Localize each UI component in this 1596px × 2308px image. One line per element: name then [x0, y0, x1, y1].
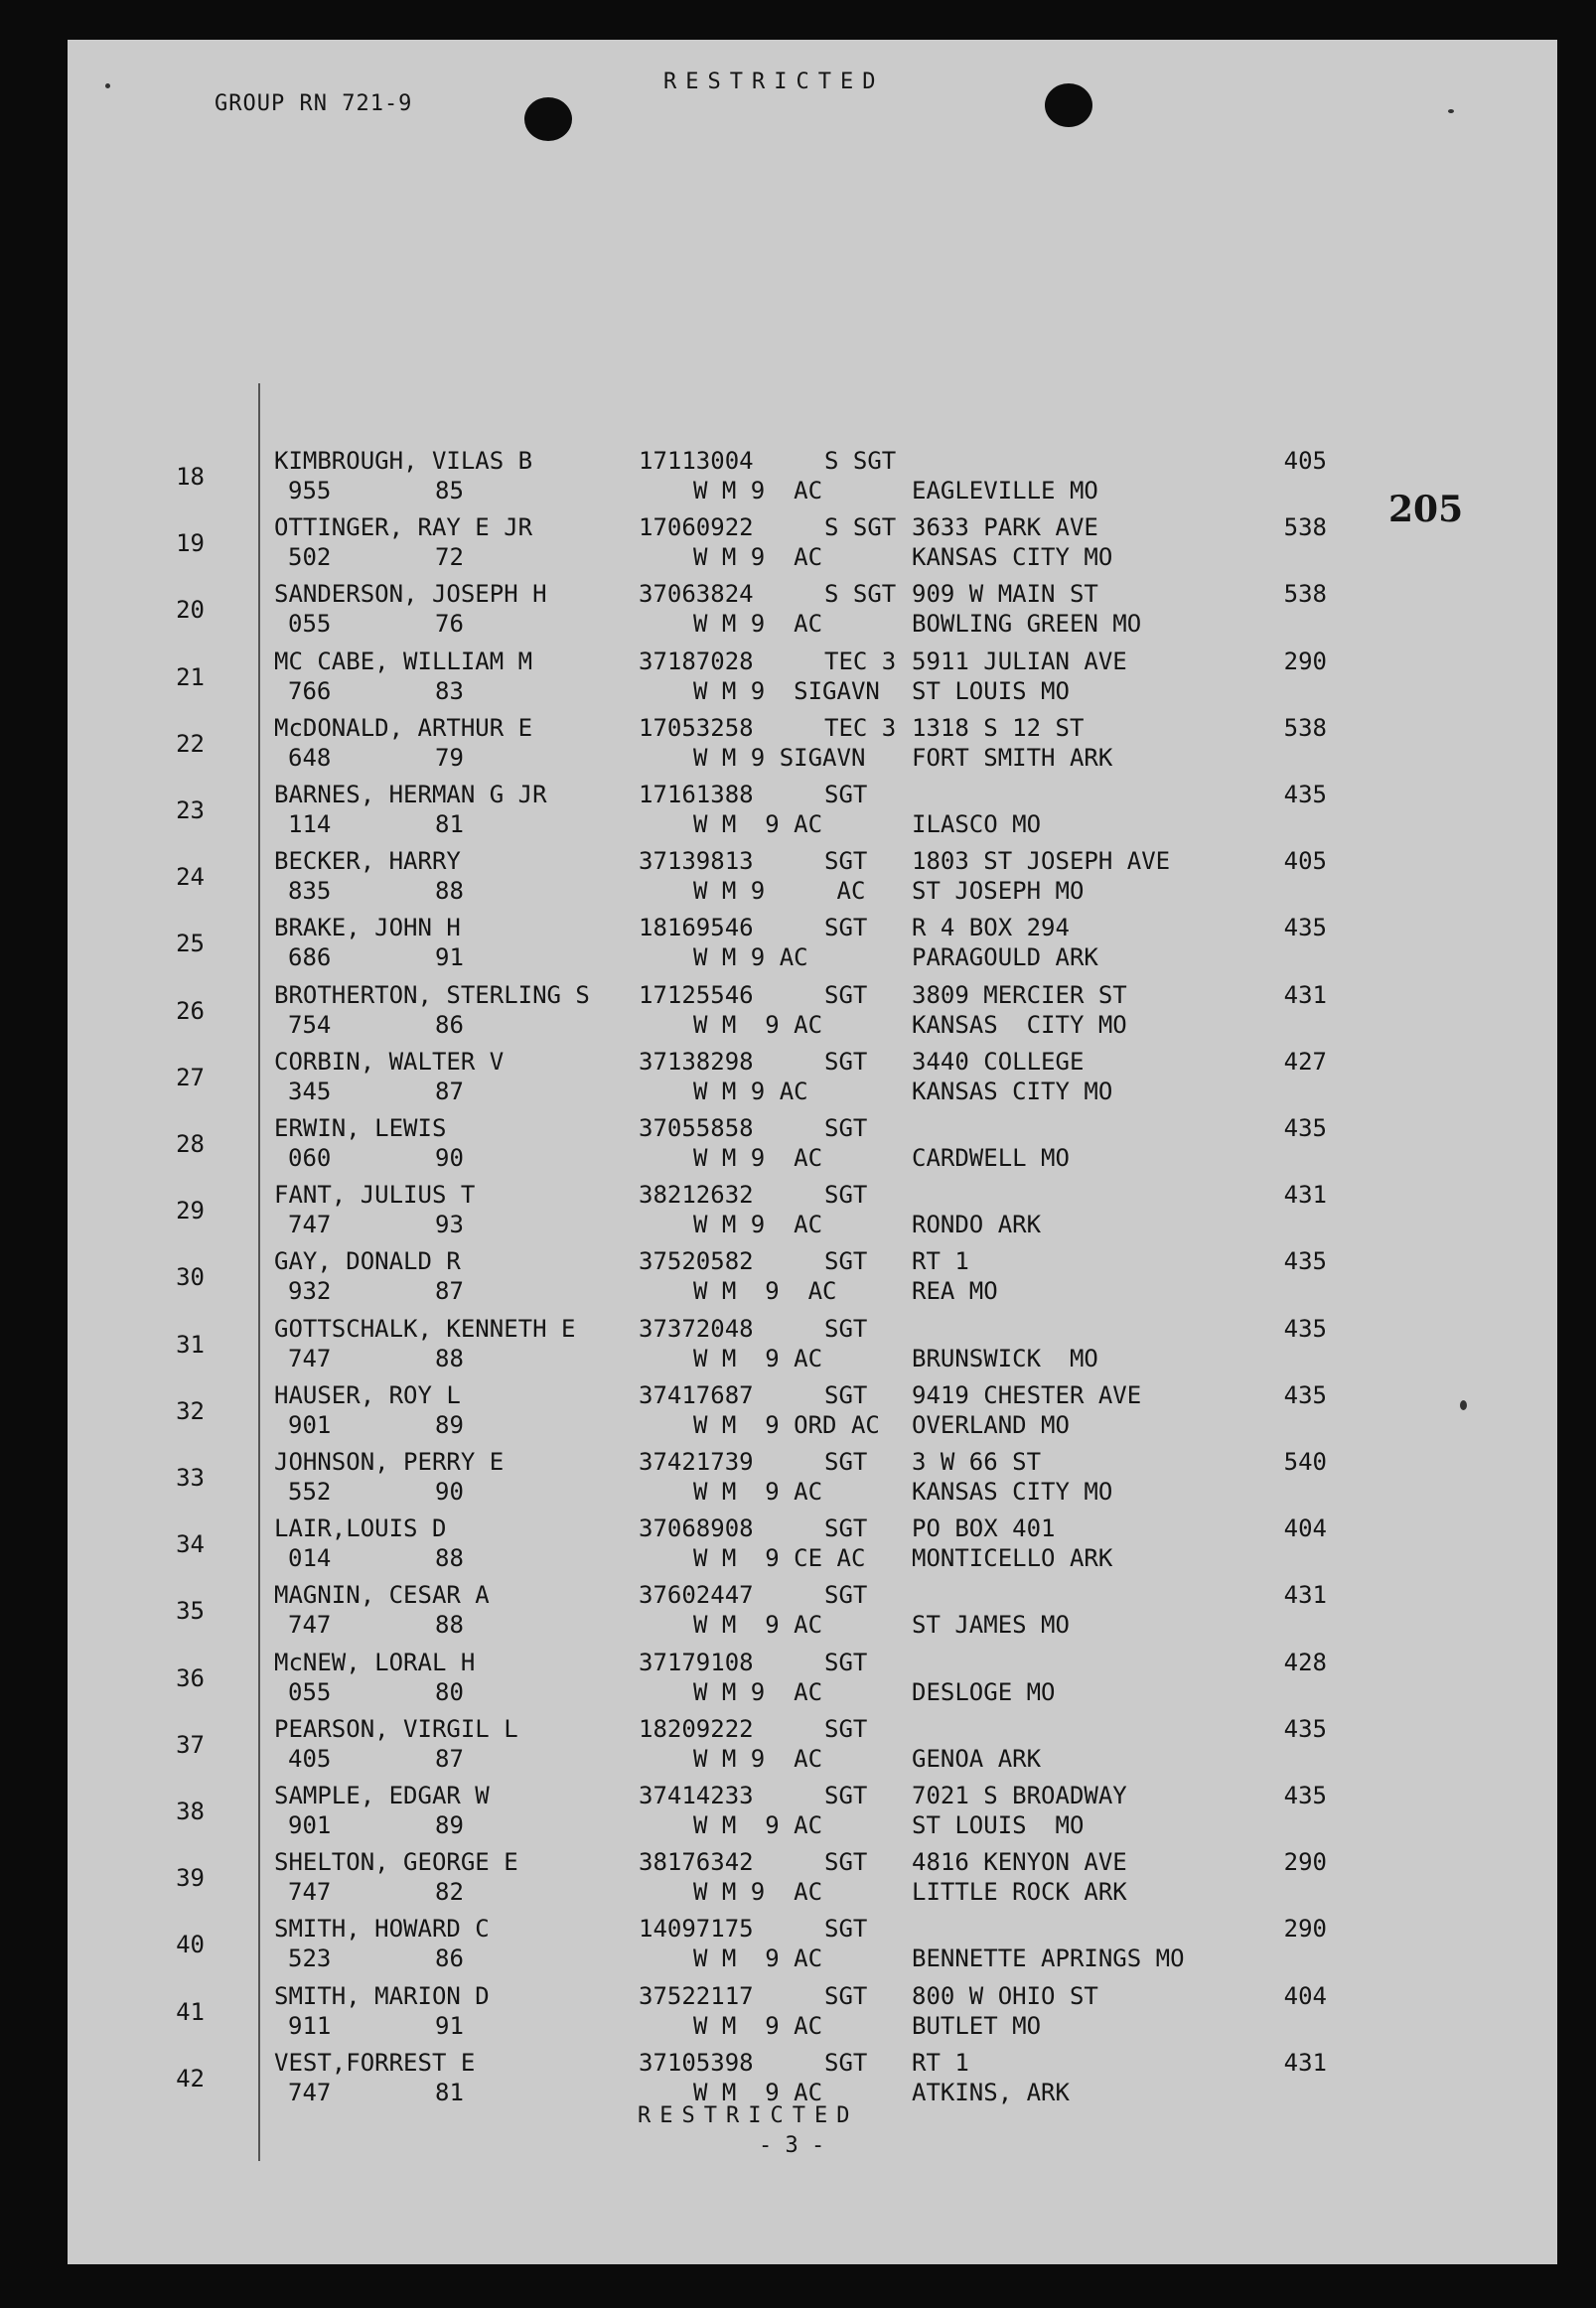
rank: SGT — [824, 847, 868, 876]
unit-code: W M 9 SIGAVN — [693, 743, 866, 772]
soldier-name: HAUSER, ROY L — [274, 1380, 461, 1409]
address-line-2: CARDWELL MO — [912, 1144, 1070, 1172]
address-line-1: 1803 ST JOSEPH AVE — [912, 847, 1171, 876]
rank: SGT — [824, 1782, 868, 1809]
ink-speck — [105, 83, 110, 88]
occupation-code: 502 — [288, 543, 332, 572]
unit-code: W M 9 AC — [693, 610, 823, 639]
year-code: 86 — [435, 1945, 464, 1973]
row-number: 23 — [176, 796, 205, 824]
row-number: 42 — [176, 2064, 205, 2092]
unit-code: W M 9 AC — [693, 877, 866, 906]
code-value: 435 — [1283, 914, 1327, 942]
code-value: 435 — [1283, 1314, 1327, 1343]
row-number: 34 — [176, 1530, 205, 1559]
code-value: 431 — [1283, 2048, 1327, 2077]
roster-entry — [68, 1448, 1557, 1514]
row-number: 27 — [176, 1063, 205, 1091]
roster-entry — [68, 981, 1557, 1047]
document-page — [68, 40, 1557, 2264]
serial-number: 37414233 — [639, 1782, 754, 1809]
soldier-name: FANT, JULIUS T — [274, 1181, 476, 1210]
address-line-2: BENNETTE APRINGS MO — [912, 1945, 1185, 1973]
row-number: 29 — [176, 1197, 205, 1226]
unit-code: W M 9 AC — [693, 1677, 823, 1706]
soldier-name: McNEW, LORAL H — [274, 1648, 476, 1676]
row-number: 38 — [176, 1798, 205, 1825]
occupation-code: 754 — [288, 1010, 332, 1039]
year-code: 88 — [435, 1344, 464, 1372]
row-number: 40 — [176, 1931, 205, 1959]
occupation-code: 911 — [288, 2011, 332, 2040]
soldier-name: BECKER, HARRY — [274, 847, 461, 876]
soldier-name: SANDERSON, JOSEPH H — [274, 580, 547, 609]
occupation-code: 901 — [288, 1811, 332, 1839]
code-value: 538 — [1283, 713, 1327, 742]
code-value: 404 — [1283, 1515, 1327, 1543]
occupation-code: 014 — [288, 1544, 332, 1573]
year-code: 90 — [435, 1478, 464, 1506]
year-code: 88 — [435, 1611, 464, 1640]
occupation-code: 345 — [288, 1077, 332, 1105]
year-code: 89 — [435, 1410, 464, 1439]
unit-code: W M 9 AC — [693, 943, 808, 972]
row-number: 24 — [176, 863, 205, 892]
address-line-2: GENOA ARK — [912, 1744, 1042, 1773]
rank: SGT — [824, 1648, 868, 1676]
occupation-code: 055 — [288, 1677, 332, 1706]
soldier-name: MC CABE, WILLIAM M — [274, 647, 533, 675]
soldier-name: McDONALD, ARTHUR E — [274, 713, 533, 742]
serial-number: 18209222 — [639, 1714, 754, 1743]
address-line-2: OVERLAND MO — [912, 1410, 1070, 1439]
occupation-code: 523 — [288, 1945, 332, 1973]
soldier-name: ERWIN, LEWIS — [274, 1114, 447, 1142]
address-line-2: BRUNSWICK MO — [912, 1344, 1098, 1372]
rank: S SGT — [824, 513, 897, 542]
roster-entry — [68, 580, 1557, 646]
address-line-2: KANSAS CITY MO — [912, 1077, 1113, 1105]
year-code: 80 — [435, 1677, 464, 1706]
rank: S SGT — [824, 447, 897, 475]
rank: SGT — [824, 1981, 868, 2010]
row-number: 41 — [176, 1997, 205, 2026]
unit-code: W M 9 AC — [693, 1277, 837, 1306]
roster-entry — [68, 1982, 1557, 2048]
unit-code: W M 9 AC — [693, 1144, 823, 1172]
serial-number: 37372048 — [639, 1314, 754, 1343]
serial-number: 37602447 — [639, 1581, 754, 1610]
occupation-code: 747 — [288, 1344, 332, 1372]
soldier-name: KIMBROUGH, VILAS B — [274, 447, 533, 475]
serial-number: 37139813 — [639, 847, 754, 876]
serial-number: 37105398 — [639, 2048, 754, 2077]
row-number: 28 — [176, 1130, 205, 1158]
ink-speck — [1448, 109, 1454, 113]
address-line-1: 4816 KENYON AVE — [912, 1848, 1127, 1877]
address-line-1: 3809 MERCIER ST — [912, 980, 1127, 1009]
soldier-name: SHELTON, GEORGE E — [274, 1848, 518, 1877]
rank: S SGT — [824, 580, 897, 609]
occupation-code: 766 — [288, 676, 332, 705]
serial-number: 37421739 — [639, 1448, 754, 1476]
code-value: 538 — [1283, 580, 1327, 609]
unit-code: W M 9 SIGAVN — [693, 676, 880, 705]
unit-code: W M 9 AC — [693, 1010, 823, 1039]
roster-entry — [68, 914, 1557, 979]
year-code: 88 — [435, 877, 464, 906]
year-code: 79 — [435, 743, 464, 772]
roster-entry — [68, 1247, 1557, 1313]
soldier-name: OTTINGER, RAY E JR — [274, 513, 533, 542]
code-value: 540 — [1283, 1448, 1327, 1476]
address-line-1: 1318 S 12 ST — [912, 713, 1085, 742]
serial-number: 37520582 — [639, 1247, 754, 1276]
rank: SGT — [824, 1581, 868, 1610]
row-number: 31 — [176, 1330, 205, 1359]
soldier-name: GAY, DONALD R — [274, 1247, 461, 1276]
address-line-1: R 4 BOX 294 — [912, 914, 1070, 942]
roster-entry — [68, 648, 1557, 713]
address-line-2: DESLOGE MO — [912, 1677, 1056, 1706]
occupation-code: 648 — [288, 743, 332, 772]
code-value: 405 — [1283, 847, 1327, 876]
code-value: 435 — [1283, 1247, 1327, 1276]
soldier-name: MAGNIN, CESAR A — [274, 1581, 490, 1610]
row-number: 26 — [176, 996, 205, 1025]
row-number: 35 — [176, 1597, 205, 1626]
serial-number: 37522117 — [639, 1981, 754, 2010]
rank: SGT — [824, 1714, 868, 1743]
unit-code: W M 9 AC — [693, 1478, 823, 1506]
roster-entry — [68, 1515, 1557, 1580]
occupation-code: 932 — [288, 1277, 332, 1306]
rank: SGT — [824, 1380, 868, 1409]
address-line-2: MONTICELLO ARK — [912, 1544, 1113, 1573]
roster-entry — [68, 1848, 1557, 1914]
row-number: 20 — [176, 596, 205, 625]
roster-entry — [68, 1181, 1557, 1246]
code-value: 431 — [1283, 1181, 1327, 1210]
year-code: 83 — [435, 676, 464, 705]
page-number: - 3 - — [759, 2133, 825, 2158]
occupation-code: 747 — [288, 1611, 332, 1640]
serial-number: 17060922 — [639, 513, 754, 542]
code-value: 431 — [1283, 980, 1327, 1009]
code-value: 435 — [1283, 1380, 1327, 1409]
address-line-2: ST LOUIS MO — [912, 1811, 1085, 1839]
year-code: 87 — [435, 1077, 464, 1105]
row-number: 25 — [176, 930, 205, 958]
rank: SGT — [824, 1448, 868, 1476]
serial-number: 37055858 — [639, 1114, 754, 1142]
serial-number: 18169546 — [639, 914, 754, 942]
serial-number: 17053258 — [639, 713, 754, 742]
serial-number: 17113004 — [639, 447, 754, 475]
address-line-1: 909 W MAIN ST — [912, 580, 1098, 609]
ink-speck — [1460, 1400, 1467, 1410]
roster-entry — [68, 1915, 1557, 1980]
address-line-2: KANSAS CITY MO — [912, 1010, 1127, 1039]
address-line-2: KANSAS CITY MO — [912, 543, 1113, 572]
soldier-name: GOTTSCHALK, KENNETH E — [274, 1314, 576, 1343]
address-line-2: EAGLEVILLE MO — [912, 477, 1098, 505]
code-value: 290 — [1283, 1915, 1327, 1944]
rank: SGT — [824, 914, 868, 942]
rank: TEC 3 — [824, 713, 897, 742]
roster-entry — [68, 513, 1557, 579]
soldier-name: VEST,FORREST E — [274, 2048, 476, 2077]
roster-entry — [68, 447, 1557, 512]
soldier-name: CORBIN, WALTER V — [274, 1047, 505, 1076]
year-code: 86 — [435, 1010, 464, 1039]
serial-number: 37179108 — [639, 1648, 754, 1676]
margin-stamp: 205 — [1388, 489, 1464, 530]
soldier-name: LAIR,LOUIS D — [274, 1515, 447, 1543]
code-value: 290 — [1283, 1848, 1327, 1877]
soldier-name: BARNES, HERMAN G JR — [274, 781, 547, 808]
unit-code: W M 9 AC — [693, 1211, 823, 1239]
code-value: 428 — [1283, 1648, 1327, 1676]
serial-number: 38176342 — [639, 1848, 754, 1877]
code-value: 427 — [1283, 1047, 1327, 1076]
year-code: 87 — [435, 1277, 464, 1306]
roster-entry — [68, 1381, 1557, 1447]
code-value: 435 — [1283, 1714, 1327, 1743]
address-line-2: ST JOSEPH MO — [912, 877, 1085, 906]
soldier-name: BROTHERTON, STERLING S — [274, 980, 590, 1009]
rank: SGT — [824, 1114, 868, 1142]
serial-number: 17161388 — [639, 781, 754, 808]
rank: SGT — [824, 1915, 868, 1944]
row-number: 18 — [176, 463, 205, 491]
occupation-code: 747 — [288, 1211, 332, 1239]
row-number: 30 — [176, 1263, 205, 1292]
row-number: 21 — [176, 662, 205, 691]
address-line-2: KANSAS CITY MO — [912, 1478, 1113, 1506]
year-code: 90 — [435, 1144, 464, 1172]
rank: SGT — [824, 1181, 868, 1210]
occupation-code: 552 — [288, 1478, 332, 1506]
unit-code: W M 9 AC — [693, 1344, 823, 1372]
year-code: 91 — [435, 943, 464, 972]
serial-number: 37138298 — [639, 1047, 754, 1076]
unit-code: W M 9 AC — [693, 1077, 808, 1105]
rank: SGT — [824, 1047, 868, 1076]
code-value: 290 — [1283, 647, 1327, 675]
address-line-2: ILASCO MO — [912, 810, 1042, 838]
rank: SGT — [824, 1314, 868, 1343]
unit-code: W M 9 AC — [693, 810, 823, 838]
year-code: 85 — [435, 477, 464, 505]
address-line-2: LITTLE ROCK ARK — [912, 1878, 1127, 1907]
serial-number: 37187028 — [639, 647, 754, 675]
unit-code: W M 9 AC — [693, 543, 823, 572]
code-value: 431 — [1283, 1581, 1327, 1610]
rank: SGT — [824, 980, 868, 1009]
address-line-2: ST LOUIS MO — [912, 676, 1070, 705]
serial-number: 17125546 — [639, 980, 754, 1009]
address-line-2: RONDO ARK — [912, 1211, 1042, 1239]
year-code: 87 — [435, 1744, 464, 1773]
soldier-name: JOHNSON, PERRY E — [274, 1448, 505, 1476]
soldier-name: PEARSON, VIRGIL L — [274, 1714, 518, 1743]
soldier-name: SAMPLE, EDGAR W — [274, 1782, 490, 1809]
rank: SGT — [824, 1247, 868, 1276]
serial-number: 14097175 — [639, 1915, 754, 1944]
row-number: 36 — [176, 1663, 205, 1692]
occupation-code: 955 — [288, 477, 332, 505]
year-code: 89 — [435, 1811, 464, 1839]
occupation-code: 686 — [288, 943, 332, 972]
address-line-2: BUTLET MO — [912, 2011, 1042, 2040]
row-number: 37 — [176, 1730, 205, 1759]
roster-entry — [68, 781, 1557, 846]
address-line-1: 7021 S BROADWAY — [912, 1782, 1127, 1809]
serial-number: 37417687 — [639, 1380, 754, 1409]
punch-hole-left — [524, 97, 572, 141]
code-value: 435 — [1283, 781, 1327, 808]
unit-code: W M 9 AC — [693, 1878, 823, 1907]
code-value: 435 — [1283, 1114, 1327, 1142]
address-line-1: 3633 PARK AVE — [912, 513, 1098, 542]
soldier-name: BRAKE, JOHN H — [274, 914, 461, 942]
group-label: GROUP RN 721-9 — [215, 91, 413, 116]
occupation-code: 901 — [288, 1410, 332, 1439]
year-code: 91 — [435, 2011, 464, 2040]
unit-code: W M 9 ORD AC — [693, 1410, 880, 1439]
serial-number: 38212632 — [639, 1181, 754, 1210]
occupation-code: 747 — [288, 2078, 332, 2106]
year-code: 81 — [435, 810, 464, 838]
roster-entry — [68, 847, 1557, 913]
soldier-name: SMITH, MARION D — [274, 1981, 490, 2010]
year-code: 76 — [435, 610, 464, 639]
occupation-code: 060 — [288, 1144, 332, 1172]
occupation-code: 405 — [288, 1744, 332, 1773]
restricted-header: RESTRICTED — [663, 70, 885, 94]
rank: SGT — [824, 1515, 868, 1543]
address-line-1: RT 1 — [912, 1247, 969, 1276]
address-line-1: 3 W 66 ST — [912, 1448, 1042, 1476]
unit-code: W M 9 AC — [693, 2011, 823, 2040]
address-line-1: 5911 JULIAN AVE — [912, 647, 1127, 675]
unit-code: W M 9 AC — [693, 1744, 823, 1773]
unit-code: W M 9 CE AC — [693, 1544, 866, 1573]
roster-entry — [68, 1715, 1557, 1781]
code-value: 405 — [1283, 447, 1327, 475]
soldier-name: SMITH, HOWARD C — [274, 1915, 490, 1944]
unit-code: W M 9 AC — [693, 1611, 823, 1640]
occupation-code: 114 — [288, 810, 332, 838]
roster-entry — [68, 1048, 1557, 1113]
address-line-2: BOWLING GREEN MO — [912, 610, 1142, 639]
address-line-2: ATKINS, ARK — [912, 2078, 1070, 2106]
address-line-1: 800 W OHIO ST — [912, 1981, 1098, 2010]
roster-entry — [68, 1649, 1557, 1714]
row-number: 19 — [176, 529, 205, 558]
unit-code: W M 9 AC — [693, 1811, 823, 1839]
occupation-code: 055 — [288, 610, 332, 639]
address-line-2: REA MO — [912, 1277, 998, 1306]
punch-hole-right — [1045, 83, 1092, 127]
rank: SGT — [824, 2048, 868, 2077]
year-code: 93 — [435, 1211, 464, 1239]
address-line-1: RT 1 — [912, 2048, 969, 2077]
occupation-code: 747 — [288, 1878, 332, 1907]
unit-code: W M 9 AC — [693, 2078, 823, 2106]
serial-number: 37063824 — [639, 580, 754, 609]
rank: SGT — [824, 1848, 868, 1877]
year-code: 72 — [435, 543, 464, 572]
address-line-2: ST JAMES MO — [912, 1611, 1070, 1640]
roster-entry — [68, 1315, 1557, 1380]
address-line-2: PARAGOULD ARK — [912, 943, 1098, 972]
code-value: 435 — [1283, 1782, 1327, 1809]
rank: TEC 3 — [824, 647, 897, 675]
occupation-code: 835 — [288, 877, 332, 906]
address-line-2: FORT SMITH ARK — [912, 743, 1113, 772]
code-value: 538 — [1283, 513, 1327, 542]
restricted-footer: RESTRICTED — [638, 2103, 859, 2128]
year-code: 88 — [435, 1544, 464, 1573]
address-line-1: 9419 CHESTER AVE — [912, 1380, 1142, 1409]
address-line-1: PO BOX 401 — [912, 1515, 1056, 1543]
serial-number: 37068908 — [639, 1515, 754, 1543]
roster-entry — [68, 1114, 1557, 1180]
roster-entry — [68, 1581, 1557, 1647]
row-number: 33 — [176, 1464, 205, 1492]
roster-entry — [68, 1782, 1557, 1847]
row-number: 32 — [176, 1396, 205, 1425]
row-number: 39 — [176, 1864, 205, 1893]
year-code: 82 — [435, 1878, 464, 1907]
address-line-1: 3440 COLLEGE — [912, 1047, 1085, 1076]
rank: SGT — [824, 781, 868, 808]
row-number: 22 — [176, 729, 205, 758]
year-code: 81 — [435, 2078, 464, 2106]
code-value: 404 — [1283, 1981, 1327, 2010]
roster-entry — [68, 714, 1557, 780]
unit-code: W M 9 AC — [693, 477, 823, 505]
unit-code: W M 9 AC — [693, 1945, 823, 1973]
